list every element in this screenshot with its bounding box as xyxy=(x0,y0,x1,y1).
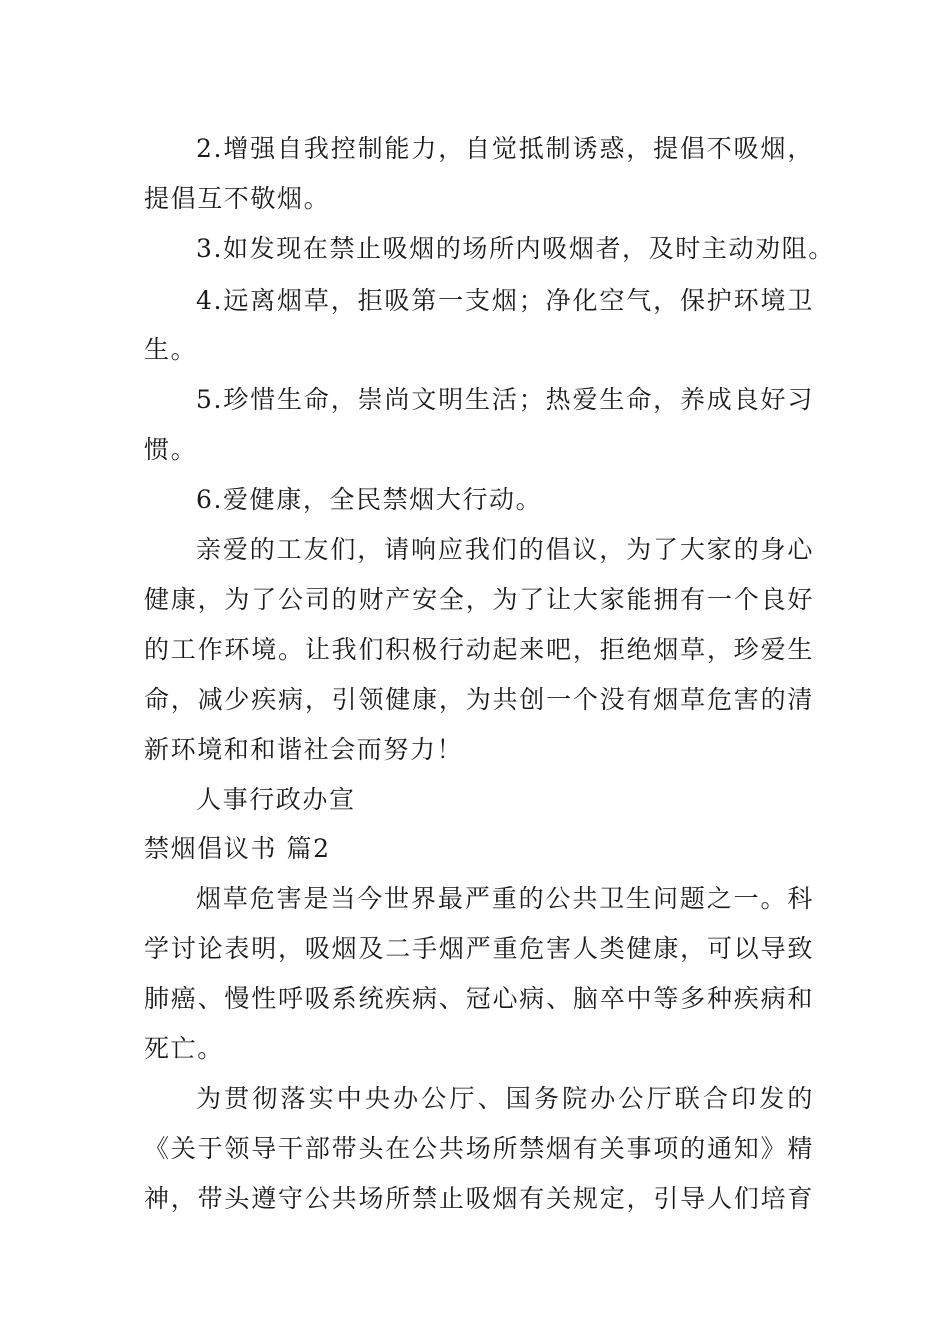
paragraph-line: 6.爱健康，全民禁烟大行动。 xyxy=(196,485,543,514)
paragraph-line: 死亡。 xyxy=(144,1034,224,1063)
paragraph-line: 神，带头遵守公共场所禁止吸烟有关规定，引导人们培育 xyxy=(144,1184,814,1213)
paragraph-line: 亲爱的工友们，请响应我们的倡议，为了大家的身心 xyxy=(196,535,814,564)
paragraph-line: 新环境和和谐社会而努力！ xyxy=(144,735,464,764)
paragraph-line: 肺癌、慢性呼吸系统疾病、冠心病、脑卒中等多种疾病和 xyxy=(144,984,814,1013)
section-heading: 禁烟倡议书 篇2 xyxy=(144,834,331,863)
paragraph-line: 学讨论表明，吸烟及二手烟严重危害人类健康，可以导致 xyxy=(144,934,814,963)
paragraph-line: 烟草危害是当今世界最严重的公共卫生问题之一。科 xyxy=(196,884,814,913)
paragraph-line: 惯。 xyxy=(144,435,198,464)
paragraph-line: 为贯彻落实中央办公厅、国务院办公厅联合印发的 xyxy=(196,1084,814,1113)
signature-line: 人事行政办宣 xyxy=(196,785,356,814)
paragraph-line: 2.增强自我控制能力，自觉抵制诱惑，提倡不吸烟， xyxy=(196,134,814,163)
paragraph-line: 的工作环境。让我们积极行动起来吧，拒绝烟草，珍爱生 xyxy=(144,635,814,664)
paragraph-line: 《关于领导干部带头在公共场所禁烟有关事项的通知》精 xyxy=(144,1134,814,1163)
paragraph-line: 健康，为了公司的财产安全，为了让大家能拥有一个良好 xyxy=(144,585,814,614)
paragraph-line: 5.珍惜生命，崇尚文明生活；热爱生命，养成良好习 xyxy=(196,385,814,414)
paragraph-line: 生。 xyxy=(144,335,198,364)
paragraph-line: 3.如发现在禁止吸烟的场所内吸烟者，及时主动劝阻。 xyxy=(196,234,835,263)
paragraph-line: 4.远离烟草，拒吸第一支烟；净化空气，保护环境卫 xyxy=(196,286,814,315)
paragraph-line: 提倡互不敬烟。 xyxy=(144,184,331,213)
paragraph-line: 命，减少疾病，引领健康，为共创一个没有烟草危害的清 xyxy=(144,685,814,714)
